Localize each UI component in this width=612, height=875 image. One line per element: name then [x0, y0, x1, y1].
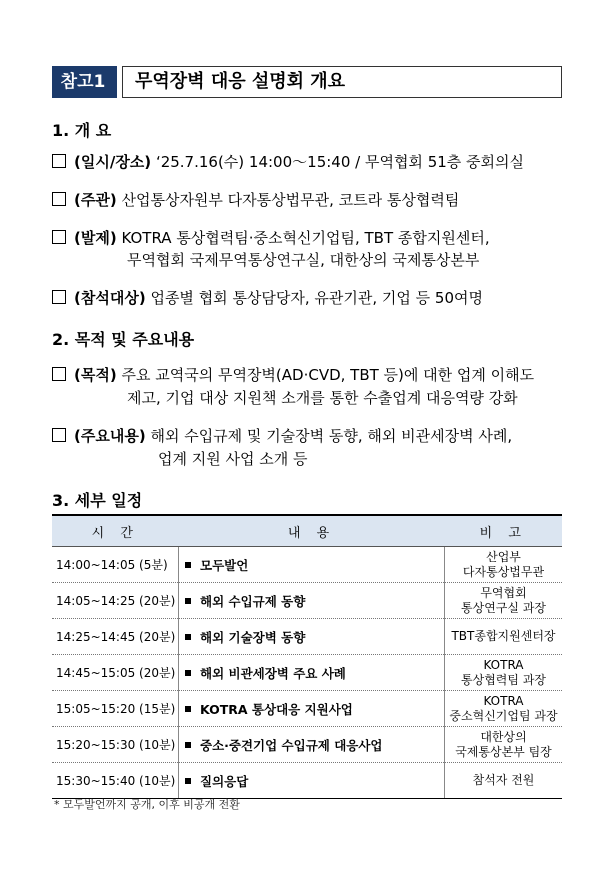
schedule-table	[52, 514, 562, 799]
row-time: 14:05~14:25 (20분)	[52, 583, 179, 619]
table-header-row	[52, 515, 562, 547]
checkbox-square-icon	[52, 154, 66, 168]
row-content: 해외 기술장벽 동향	[179, 619, 445, 655]
table-row	[52, 655, 562, 691]
checkbox-square-icon	[52, 192, 66, 206]
row-note: KOTRA 중소혁신기업팀 과장	[445, 691, 563, 727]
row-content: 질의응답	[179, 763, 445, 799]
purpose-goal: (목적) 주요 교역국의 무역장벽(AD·CVD, TBT 등)에 대한 업계 이해도	[52, 364, 534, 386]
row-content: 모두발언	[179, 547, 445, 583]
square-bullet-icon	[185, 598, 191, 604]
square-bullet-icon	[185, 742, 191, 748]
row-note: 대한상의 국제통상본부 팀장	[445, 727, 563, 763]
table-row	[52, 727, 562, 763]
row-time: 14:45~15:05 (20분)	[52, 655, 179, 691]
overview-host: (주관) 산업통상자원부 다자통상법무관, 코트라 통상협력팀	[52, 189, 459, 211]
table-row	[52, 547, 562, 583]
row-note: 산업부 다자통상법무관	[445, 547, 563, 583]
square-bullet-icon	[185, 778, 191, 784]
square-bullet-icon	[185, 706, 191, 712]
square-bullet-icon	[185, 634, 191, 640]
row-time: 15:20~15:30 (10분)	[52, 727, 179, 763]
row-content: KOTRA 통상대응 지원사업	[179, 691, 445, 727]
row-note: 무역협회 통상연구실 과장	[445, 583, 563, 619]
row-time: 14:25~14:45 (20분)	[52, 619, 179, 655]
overview-datetime: (일시/장소) ‘25.7.16(수) 14:00～15:40 / 무역협회 51층 중회의실	[52, 151, 524, 173]
header-content: 내 용	[179, 515, 445, 547]
checkbox-square-icon	[52, 230, 66, 244]
purpose-content: (주요내용) 해외 수입규제 및 기술장벽 동향, 해외 비관세장벽 사례,	[52, 425, 512, 447]
row-content: 중소·중견기업 수입규제 대응사업	[179, 727, 445, 763]
title-bar	[52, 66, 562, 98]
row-content: 해외 비관세장벽 주요 사례	[179, 655, 445, 691]
checkbox-square-icon	[52, 428, 66, 442]
square-bullet-icon	[185, 562, 191, 568]
section-heading-overview: 1. 개 요	[52, 121, 112, 140]
row-time: 15:05~15:20 (15분)	[52, 691, 179, 727]
section-heading-purpose: 2. 목적 및 주요내용	[52, 330, 195, 349]
row-note: 참석자 전원	[445, 763, 563, 799]
overview-speakers-line2: 무역협회 국제무역통상연구실, 대한상의 국제통상본부	[127, 251, 480, 269]
checkbox-square-icon	[52, 290, 66, 304]
overview-attendees: (참석대상) 업종별 협회 통상담당자, 유관기관, 기업 등 50여명	[52, 287, 483, 309]
row-note: KOTRA 통상협력팀 과장	[445, 655, 563, 691]
checkbox-square-icon	[52, 367, 66, 381]
table-row	[52, 691, 562, 727]
table-row	[52, 619, 562, 655]
header-time: 시 간	[52, 515, 179, 547]
overview-speakers: (발제) KOTRA 통상협력팀·중소혁신기업팀, TBT 종합지원센터,	[52, 227, 490, 249]
section-heading-schedule: 3. 세부 일정	[52, 491, 143, 510]
purpose-goal-line2: 제고, 기업 대상 지원책 소개를 통한 수출업계 대응역량 강화	[127, 389, 518, 407]
row-time: 14:00~14:05 (5분)	[52, 547, 179, 583]
row-content: 해외 수입규제 동향	[179, 583, 445, 619]
purpose-content-line2: 업계 지원 사업 소개 등	[158, 450, 308, 468]
table-row	[52, 583, 562, 619]
footnote: * 모두발언까지 공개, 이후 비공개 전환	[54, 798, 240, 811]
page-title: 무역장벽 대응 설명회 개요	[122, 66, 562, 98]
square-bullet-icon	[185, 670, 191, 676]
reference-tag: 참고1	[52, 66, 117, 98]
row-time: 15:30~15:40 (10분)	[52, 763, 179, 799]
row-note: TBT종합지원센터장	[445, 619, 563, 655]
table-row	[52, 763, 562, 799]
header-note: 비 고	[445, 515, 563, 547]
